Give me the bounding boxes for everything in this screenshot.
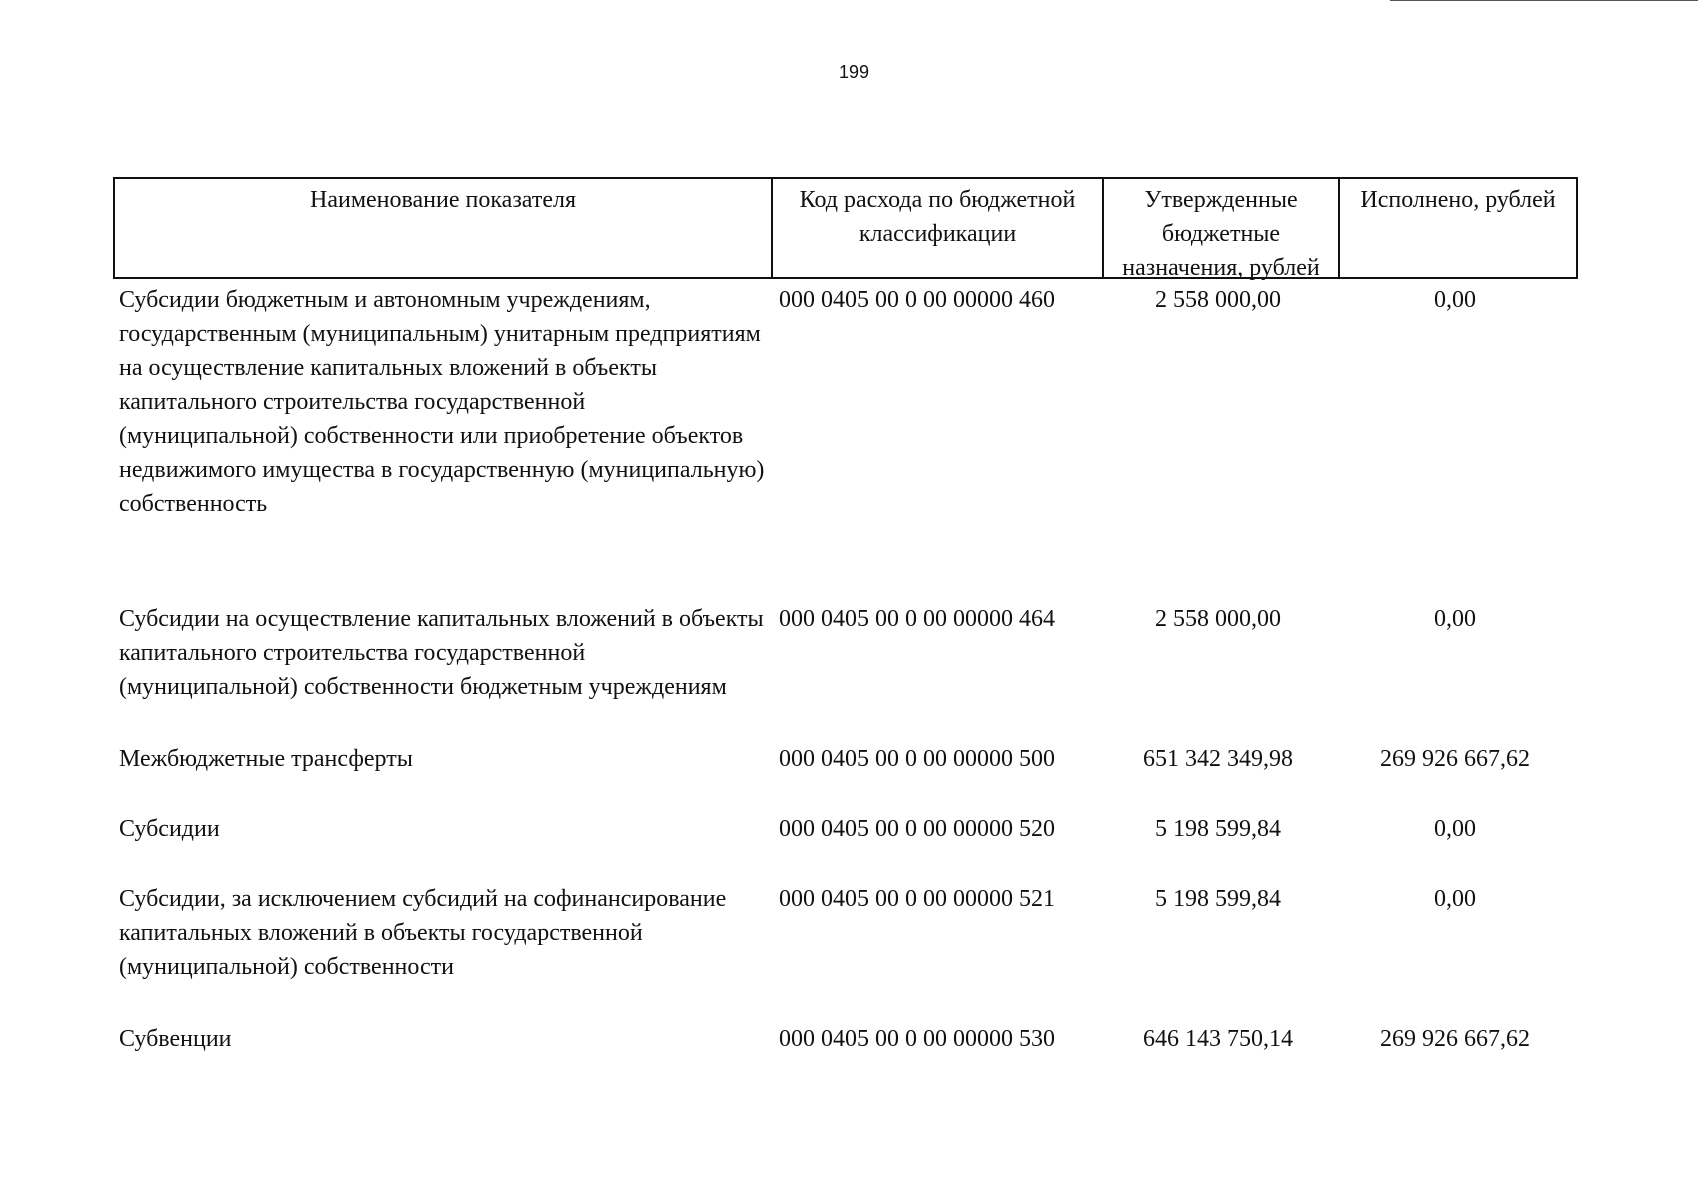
page-number: 199 (838, 62, 870, 82)
row-code: 000 0405 00 0 00 00000 520 (779, 816, 1055, 842)
row-executed: 269 926 667,62 (1380, 1026, 1530, 1052)
row-name: Субсидии (119, 816, 220, 842)
table-row (113, 1018, 1578, 1088)
table-row (113, 808, 1578, 878)
row-name: Субсидии на осуществление капитальных вложений в объекты капитального строительства государственной (муниципальной) собственности бюджетным учреждениям (119, 606, 764, 700)
row-approved: 2 558 000,00 (1155, 287, 1281, 313)
row-approved: 646 143 750,14 (1143, 1026, 1293, 1052)
row-name: Субвенции (119, 1026, 232, 1052)
row-name: Межбюджетные трансферты (119, 746, 413, 772)
scan-artifact-line (1390, 0, 1698, 1)
header-approved-amount: Утвержденные бюджетные назначения, рублей (1102, 179, 1338, 277)
row-code: 000 0405 00 0 00 00000 500 (779, 746, 1055, 772)
row-approved: 5 198 599,84 (1155, 886, 1281, 912)
row-approved: 2 558 000,00 (1155, 606, 1281, 632)
table-row (113, 738, 1578, 808)
row-executed: 0,00 (1434, 606, 1476, 632)
row-name: Субсидии, за исключением субсидий на софинансирование капитальных вложений в объекты государственной (муниципальной) собственности (119, 886, 727, 980)
row-executed: 0,00 (1434, 287, 1476, 313)
table-row (113, 598, 1578, 738)
row-code: 000 0405 00 0 00 00000 464 (779, 606, 1055, 632)
header-indicator-name: Наименование показателя (310, 187, 576, 213)
header-expense-code: Код расхода по бюджетной классификации (771, 179, 1102, 277)
table-row (113, 878, 1578, 1018)
header-executed-amount: Исполнено, рублей (1338, 179, 1576, 277)
row-executed: 0,00 (1434, 886, 1476, 912)
row-code: 000 0405 00 0 00 00000 460 (779, 287, 1055, 313)
table-row (113, 279, 1578, 598)
table-header (113, 177, 1578, 279)
row-code: 000 0405 00 0 00 00000 530 (779, 1026, 1055, 1052)
row-approved: 5 198 599,84 (1155, 816, 1281, 842)
row-executed: 269 926 667,62 (1380, 746, 1530, 772)
row-name: Субсидии бюджетным и автономным учреждениям, государственным (муниципальным) унитарным предприятиям на осуществление капитальных вложений в объекты капитального строительства государственной (муниципальной) собственности или приобретение объектов недвижимого имущества в государственную (муниципальную) собственность (119, 287, 765, 517)
row-code: 000 0405 00 0 00 00000 521 (779, 886, 1055, 912)
budget-table (113, 177, 1578, 1088)
row-executed: 0,00 (1434, 816, 1476, 842)
row-approved: 651 342 349,98 (1143, 746, 1293, 772)
